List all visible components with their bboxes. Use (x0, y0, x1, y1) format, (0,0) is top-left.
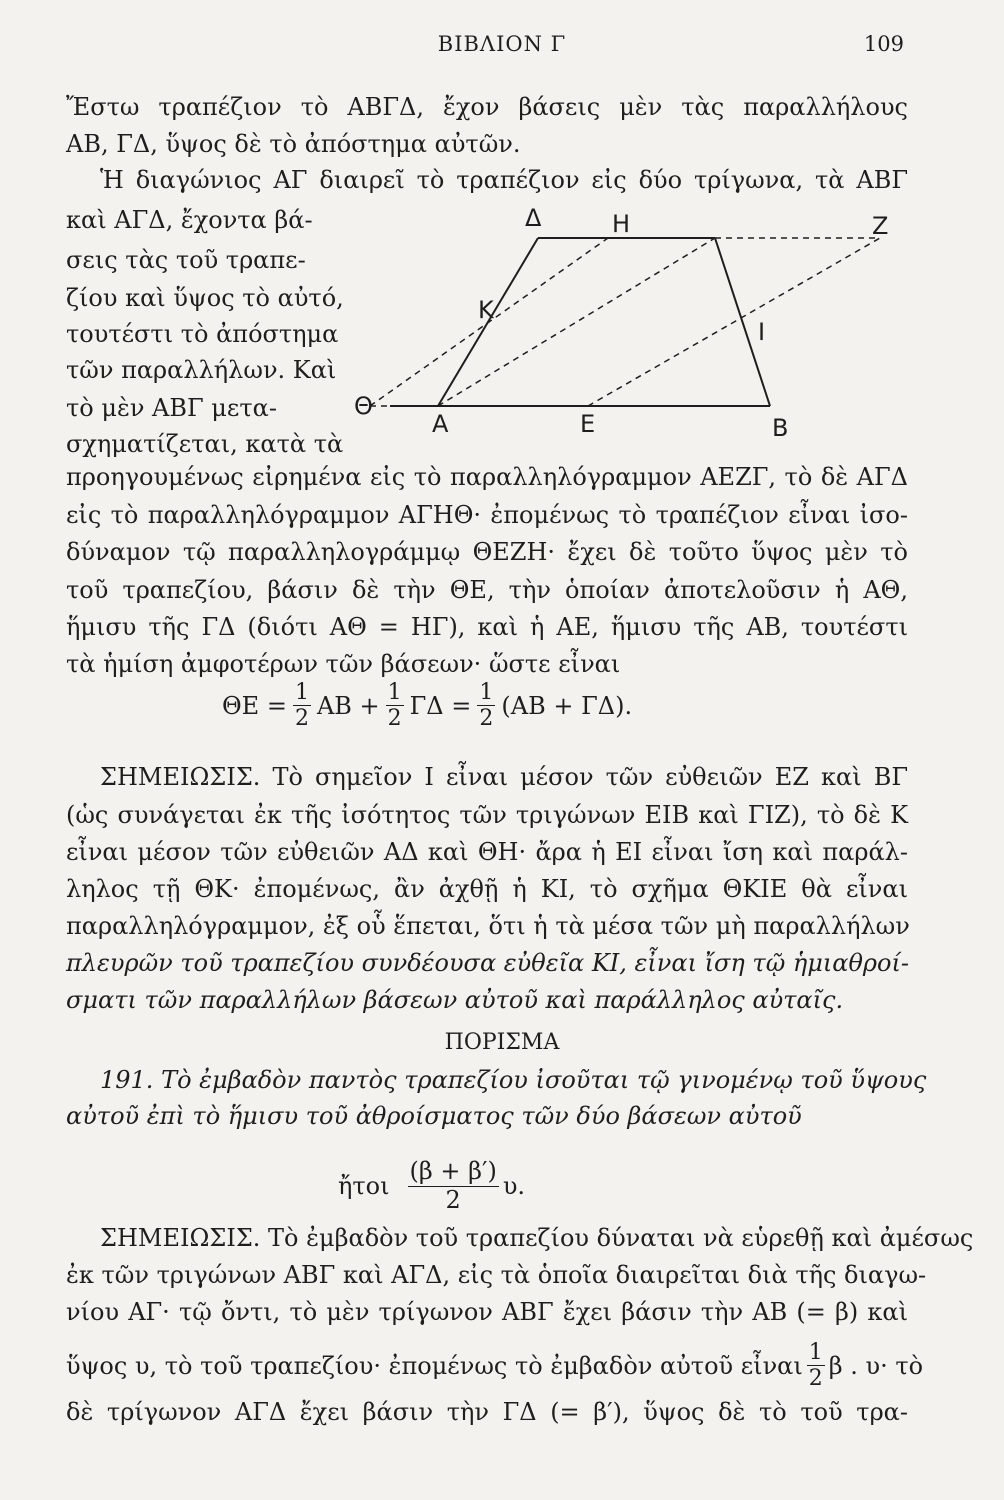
formula-prefix: ἤτοι (338, 1172, 390, 1201)
text-line: αὐτοῦ ἐπὶ τὸ ἥμισυ τοῦ ἀθροίσματος τῶν δύο βάσεων αὐτοῦ (66, 1102, 802, 1130)
formula-suffix: υ. (502, 1172, 526, 1201)
line-tail: β . υ· τὸ (828, 1351, 924, 1380)
text-line: Ἡ διαγώνιος ΑΓ διαιρεῖ τὸ τραπέζιον εἰς δύο τρίγωνα, τὰ ΑΒΓ (100, 166, 908, 194)
fraction-half: $\frac{1}{2}$ (387, 680, 402, 732)
text-line: τουτέστι τὸ ἀπόστημα (66, 320, 339, 348)
eq-term: ΑΒ + (316, 691, 380, 720)
label-eta: Η (612, 210, 631, 238)
text-line: Ἔστω τραπέζιον τὸ ΑΒΓΔ, ἔχον βάσεις μὲν τὰς παραλλήλους (66, 93, 908, 121)
equation (220, 680, 634, 732)
line-text: ὕψος υ, τὸ τοῦ τραπεζίου· ἐπομένως τὸ ἐμβαδὸν αὐτοῦ εἶναι (66, 1351, 803, 1380)
text-line: ζίου καὶ ὕψος τὸ αὐτό, (66, 284, 344, 312)
text-line: δὲ τρίγωνον ΑΓΔ ἔχει βάσιν τὴν ΓΔ (= β′), ὕψος δὲ τὸ τοῦ τρα- (66, 1398, 908, 1426)
text-line: εἰς τὸ παραλληλόγραμμον ΑΓΗΘ· ἐπομένως τὸ τραπέζιον εἶναι ἰσο- (66, 501, 908, 529)
text-line: παραλληλόγραμμον, ἐξ οὗ ἕπεται, ὅτι ἡ τὰ μέσα τῶν μὴ παραλλήλων (66, 912, 910, 940)
text-line: σεις τὰς τοῦ τραπε- (66, 246, 306, 274)
text-line: τοῦ τραπεζίου, βάσιν δὲ τὴν ΘΕ, τὴν ὁποίαν ἀποτελοῦσιν ἡ ΑΘ, (66, 576, 908, 604)
text-line: 191. Τὸ ἐμβαδὸν παντὸς τραπεζίου ἰσοῦται τῷ γινομένῳ τοῦ ὕψους (100, 1066, 927, 1094)
label-epsilon: Ε (580, 410, 596, 438)
label-iota: Ι (758, 318, 766, 346)
text-line: ΣΗΜΕΙΩΣΙΣ. Τὸ σημεῖον Ι εἶναι μέσον τῶν εὐθειῶν ΕΖ καὶ ΒΓ (100, 763, 908, 791)
formula-fraction: $\frac{(\beta + \beta')}{2}$ (409, 1157, 497, 1214)
text-line: τὸ μὲν ΑΒΓ μετα- (66, 394, 277, 422)
text-line: ΣΗΜΕΙΩΣΙΣ. Τὸ ἐμβαδὸν τοῦ τραπεζίου δύναται νὰ εὑρεθῇ καὶ ἀμέσως (100, 1224, 974, 1252)
text-line-with-fraction (66, 1340, 924, 1392)
trapezoid-diagram (340, 200, 900, 450)
label-zeta: Ζ (872, 212, 889, 240)
text-line: νίου ΑΓ· τῷ ὄντι, τὸ μὲν τρίγωνον ΑΒΓ ἔχει βάσιν τὴν ΑΒ (= β) καὶ (66, 1298, 908, 1326)
page-number: 109 (863, 32, 904, 56)
text-line: ΑΒ, ΓΔ, ὕψος δὲ τὸ ἀπόστημα αὐτῶν. (66, 130, 521, 158)
eq-lhs: ΘΕ = (222, 691, 287, 720)
text-line: σματι τῶν παραλλήλων βάσεων αὐτοῦ καὶ παράλληλος αὐταῖς. (66, 986, 844, 1014)
label-beta: Β (772, 414, 789, 442)
text-line: τὰ ἡμίση ἀμφοτέρων τῶν βάσεων· ὥστε εἶναι (66, 650, 621, 678)
text-line: τῶν παραλλήλων. Καὶ (66, 356, 337, 384)
text-line: πλευρῶν τοῦ τραπεζίου συνδέουσα εὐθεῖα ΚΙ, εἶναι ἴση τῷ ἡμιαθροί- (66, 949, 910, 977)
eq-term: ΓΔ = (409, 691, 472, 720)
text-line: καὶ ΑΓΔ, ἔχοντα βά- (66, 206, 313, 234)
text-line: (ὡς συνάγεται ἐκ τῆς ἰσότητος τῶν τριγώνων ΕΙΒ καὶ ΓΙΖ), τὸ δὲ Κ (66, 801, 908, 829)
text-line: δύναμον τῷ παραλληλογράμμῳ ΘΕΖΗ· ἔχει δὲ τοῦτο ὕψος μὲν τὸ (66, 538, 908, 566)
label-delta: Δ (525, 204, 542, 232)
fraction-half: $\frac{1}{2}$ (479, 680, 494, 732)
eq-term: (ΑΒ + ΓΔ). (501, 691, 633, 720)
line-ez (588, 238, 880, 406)
label-theta: Θ (354, 392, 373, 420)
text-line: σχηματίζεται, κατὰ τὰ (66, 430, 344, 458)
text-line: ληλος τῇ ΘΚ· ἐπομένως, ἂν ἀχθῇ ἡ ΚΙ, τὸ σχῆμα ΘΚΙΕ θὰ εἶναι (66, 875, 908, 903)
running-header: ΒΙΒΛΙΟΝ Γ (437, 32, 567, 56)
fraction-half: $\frac{1}{2}$ (808, 1340, 823, 1392)
area-formula (338, 1158, 525, 1214)
text-line: ἥμισυ τῆς ΓΔ (διότι ΑΘ = ΗΓ), καὶ ἡ ΑΕ, ἥμισυ τῆς ΑΒ, τουτέστι (66, 613, 908, 641)
text-line: εἶναι μέσον τῶν εὐθειῶν ΑΔ καὶ ΘΗ· ἄρα ἡ ΕΙ εἶναι ἴση καὶ παράλ- (66, 838, 908, 866)
label-kappa: Κ (478, 296, 494, 324)
text-line: ἐκ τῶν τριγώνων ΑΒΓ καὶ ΑΓΔ, εἰς τὰ ὁποῖα διαιρεῖται διὰ τῆς διαγω- (66, 1261, 927, 1289)
label-alpha: Α (432, 410, 449, 438)
text-line: προηγουμένως εἰρημένα εἰς τὸ παραλληλόγραμμον ΑΕΖΓ, τὸ δὲ ΑΓΔ (66, 463, 908, 491)
section-heading: ΠΟΡΙΣΜΑ (444, 1030, 560, 1055)
fraction-half: $\frac{1}{2}$ (294, 680, 309, 732)
